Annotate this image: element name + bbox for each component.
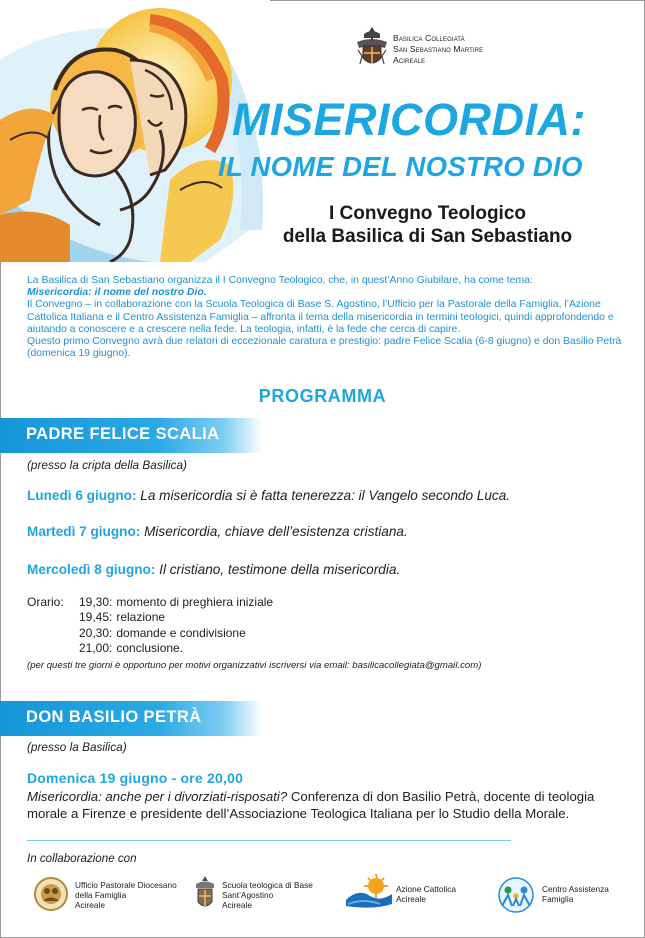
registration-note: (per questi tre giorni è opportuno per motivi organizzativi iscriversi via email: basilicacollegiata@gmail.com) xyxy=(27,660,482,671)
partner-line: Famiglia xyxy=(542,893,574,904)
partner-line: Sant’Agostino xyxy=(222,889,274,900)
intro-collaboration-text: Il Convegno – in collaborazione con la Scuola Teologica di Base S. Agostino, l’Ufficio per la Pastorale della Famiglia, l’Azione Cattolica Italiana e il Centro Assistenza Famiglia – affronta il tema della misericordia in termini teologici, quindi approfondendo e aiutando a conoscere e a crescere nella fede. La teologia, infatti, è la fede che cerca di capire. xyxy=(27,299,614,335)
partner-text xyxy=(542,885,609,905)
event-name-line-2: della Basilica di San Sebastiano xyxy=(282,226,573,247)
intro-theme: Misericordia: il nome del nostro Dio. xyxy=(27,287,207,299)
event-tuesday-date: Martedì 7 giugno: xyxy=(27,524,141,539)
family-office-logo-icon xyxy=(32,874,70,914)
event-tuesday-title: Misericordia, chiave dell’esistenza cristiana. xyxy=(144,524,408,539)
mercy-icon-artwork xyxy=(0,0,270,262)
partner-line: Acireale xyxy=(396,893,426,904)
partner-line: Centro Assistenza xyxy=(542,884,609,894)
event-wednesday-date: Mercoledì 8 giugno: xyxy=(27,562,156,577)
intro-line-1: La Basilica di San Sebastiano organizza il I Convegno Teologico, che, in quest’Anno Giubilare, ha come tema: xyxy=(27,275,533,286)
partner-text xyxy=(75,881,177,910)
family-center-logo-icon xyxy=(496,874,536,914)
partner-line: Scuola teologica di Base xyxy=(222,880,313,890)
partner-line: Acireale xyxy=(75,899,105,910)
institution-line-2: San Sebastiano Martire xyxy=(393,44,484,54)
event-tuesday xyxy=(27,524,408,539)
partner-line: Acireale xyxy=(222,899,252,910)
institution-name xyxy=(393,33,483,66)
event-monday-date: Lunedì 6 giugno: xyxy=(27,488,137,503)
schedule-desc: conclusione. xyxy=(116,640,184,655)
catholic-action-logo-icon xyxy=(344,874,394,912)
divider xyxy=(27,840,511,841)
event-wednesday xyxy=(27,562,400,577)
partner-line: della Famiglia xyxy=(75,889,127,900)
event-name-line-1: I Convegno Teologico xyxy=(328,203,527,224)
schedule-row xyxy=(79,610,273,625)
schedule-desc: relazione xyxy=(116,610,166,625)
speaker2-band xyxy=(0,701,262,736)
sunday-date: Domenica 19 giugno - ore 20,00 xyxy=(27,770,244,786)
event-monday xyxy=(27,488,510,503)
schedule-rows xyxy=(79,595,273,656)
speaker1-name: PADRE FELICE SCALIA xyxy=(26,425,220,443)
programma-heading xyxy=(0,386,645,407)
schedule-row xyxy=(79,595,273,610)
programma-label: PROGRAMMA xyxy=(258,386,387,406)
sunday-description xyxy=(27,789,623,822)
schedule-time: 20,30: xyxy=(79,625,113,640)
event-monday-title: La misericordia si è fatta tenerezza: il Vangelo secondo Luca. xyxy=(140,488,511,503)
institution-line-1: Basilica Collegiata xyxy=(393,33,465,43)
schedule-time: 19,45: xyxy=(79,610,113,625)
event-name xyxy=(240,202,615,248)
schedule-desc: momento di preghiera iniziale xyxy=(116,595,274,609)
event-wednesday-title: Il cristiano, testimone della misericordia. xyxy=(159,562,401,577)
schedule-desc: domande e condivisione xyxy=(116,625,246,640)
main-title: MISERICORDIA: xyxy=(232,94,586,145)
intro-paragraph xyxy=(27,275,623,360)
main-subtitle: IL NOME DEL NOSTRO DIO xyxy=(218,151,583,182)
partner-text xyxy=(222,881,313,910)
speaker1-band xyxy=(0,418,262,453)
schedule-time: 19,30: xyxy=(79,595,113,609)
schedule-time: 21,00: xyxy=(79,640,113,655)
theology-school-logo-icon xyxy=(192,874,218,914)
institution-line-3: Acireale xyxy=(393,55,426,65)
speaker1-venue: (presso la cripta della Basilica) xyxy=(27,458,187,472)
schedule-row xyxy=(79,626,273,641)
speaker2-name: DON BASILIO PETRÀ xyxy=(26,708,202,726)
sunday-title: Misericordia: anche per i divorziati-risposati? xyxy=(27,789,288,804)
partner-line: Ufficio Pastorale Diocesano xyxy=(75,880,177,890)
sunday-details: Conferenza di don Basilio Petrà, docente di teologia morale a Firenze e presidente dell’Associazione Teologica Italiana per lo Studio della Morale. xyxy=(27,789,595,821)
schedule-row xyxy=(79,641,273,656)
partner-text xyxy=(396,885,456,905)
collaboration-label: In collaborazione con xyxy=(27,852,137,865)
schedule-label: Orario: xyxy=(27,595,64,609)
basilica-crest-icon xyxy=(355,26,389,70)
intro-speakers-text: Questo primo Convegno avrà due relatori di eccezionale caratura e prestigio: padre Felice Scalia (6-8 giugno) e don Basilio Petrà (domenica 19 giugno). xyxy=(27,336,622,360)
speaker2-venue: (presso la Basilica) xyxy=(27,740,127,754)
partner-line: Azione Cattolica xyxy=(396,884,456,894)
